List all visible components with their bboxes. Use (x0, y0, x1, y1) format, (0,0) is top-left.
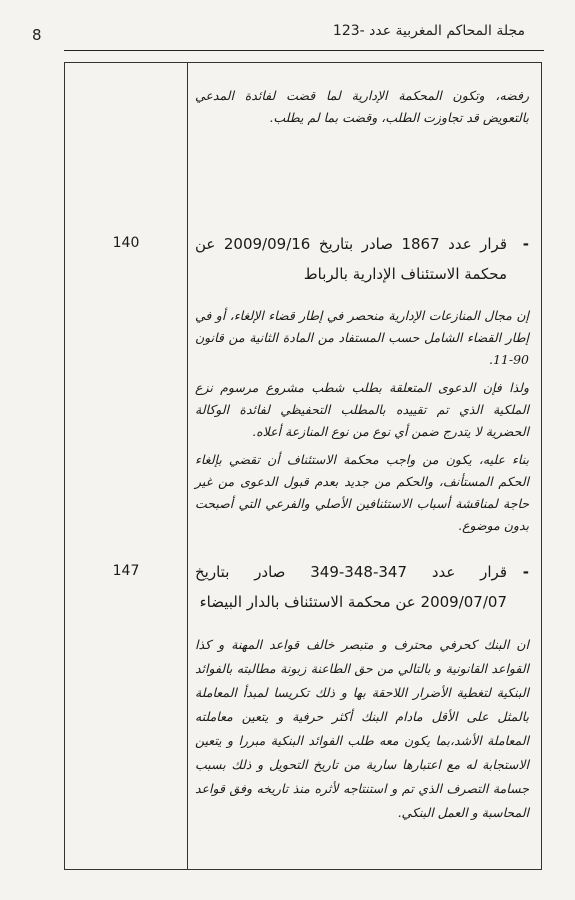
paragraph: ان البنك كحرفي محترف و متبصر خالف قواعد المهنة و كذا القواعد القانونية و بالتالي من حق الطاعنة زبونة مطالبته بالفوائد البنكية لتغطية الأضرار اللاحقة بها و ذلك تكريسا لمبدأ المعاملة بالمثل على الأقل مادام البنك أكثر حرفية و يتعين معاملته المعاملة الأشد،بما يكون معه طلب الفوائد البنكية مبررا و يتعين الاستجابة له مع اعتبارها سارية من تاريخ التحويل و ذلك بسبب جسامة التصرف الذي تم و استنتاجه لأثره منذ تاريخه وفق قواعد المحاسبة و العمل البنكي. (195, 637, 529, 820)
content-table (64, 62, 542, 870)
paragraph: بناء عليه، يكون من واجب محكمة الاستئناف أن تقضي بإلغاء الحكم المستأنف، والحكم من جديد بعدم قبول الدعوى من غير حاجة لمناقشة أسباب الاستئنافين الأصلي والفرعي التي أصبحت بدون موضوع. (195, 452, 529, 533)
decision-title-text: قرار عدد 1867 صادر بتاريخ 2009/09/16 عن محكمة الاستئناف الإدارية بالرباط (195, 235, 507, 283)
paragraph: إن مجال المنازعات الإدارية منحصر في إطار قضاء الإلغاء، أو في إطار القضاء الشامل حسب المستفاد من المادة الثانية من قانون 90-11. (195, 308, 529, 367)
entry-number: 140 (112, 235, 140, 251)
header-rule (64, 50, 544, 51)
decision-title-text: قرار عدد 347-348-349 صادر بتاريخ 2009/07/07 عن محكمة الاستئناف بالدار البيضاء (195, 563, 507, 611)
opening-paragraph-block (195, 85, 529, 129)
page-number: 8 (32, 26, 42, 44)
column-divider (187, 63, 188, 869)
bullet-dash: - (522, 235, 529, 253)
paragraph: ولذا فإن الدعوى المتعلقة بطلب شطب مشروع مرسوم نزع الملكية الذي تم تقييده بالمطلب التحفيظي لفائدة الوكالة الحضرية لا يتدرج ضمن أي نوع من نوع المنازعة أعلاه. (195, 380, 529, 439)
entry-147 (195, 557, 529, 825)
entry-140 (195, 229, 529, 537)
entry-number: 147 (112, 563, 140, 579)
bullet-dash: - (522, 563, 529, 581)
opening-paragraph: رفضه، وتكون المحكمة الإدارية لما قضت لفائدة المدعي بالتعويض قد تجاوزت الطلب، وقضت بما لم يطلب. (195, 88, 529, 125)
journal-title: مجلة المحاكم المغربية عدد -123 (332, 23, 525, 39)
decision-title (195, 557, 529, 617)
decision-title (195, 229, 529, 289)
